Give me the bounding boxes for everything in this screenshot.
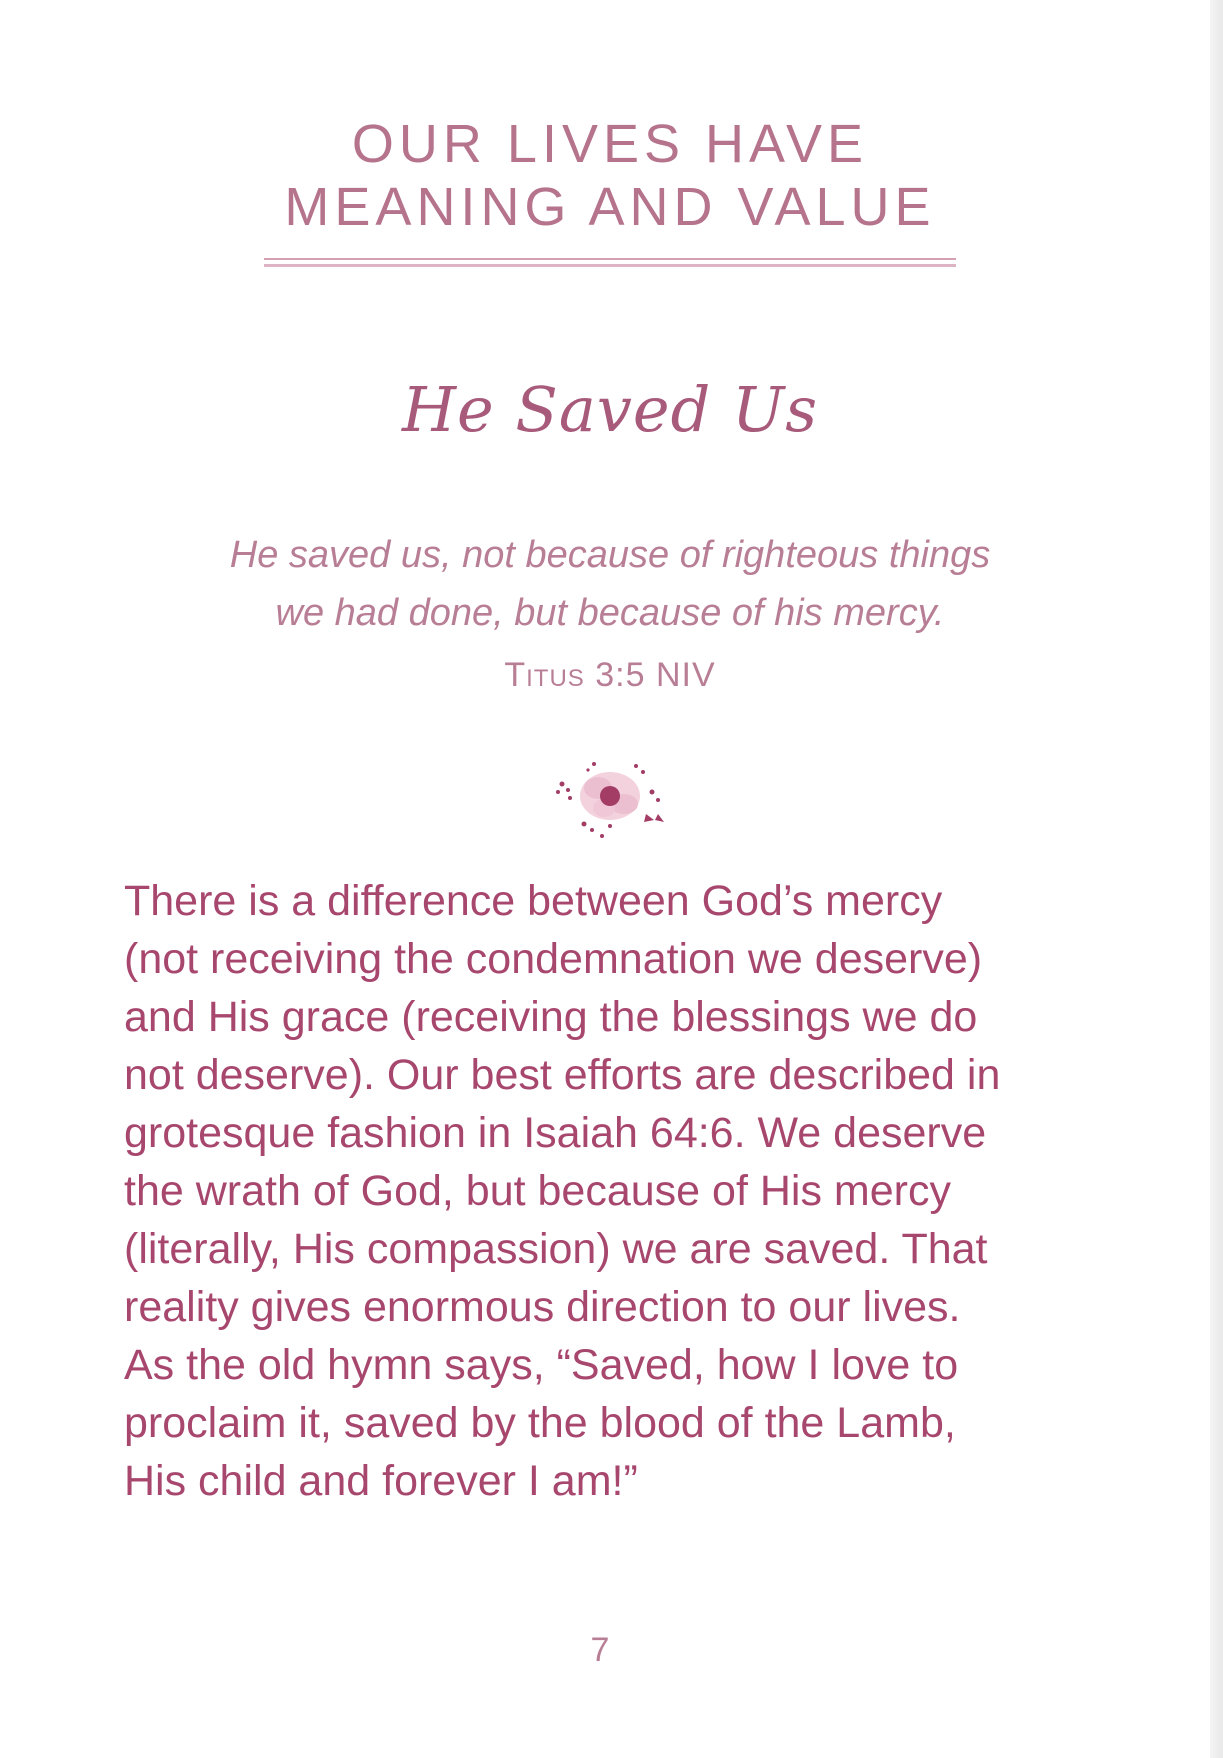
page-edge-shadow (1210, 0, 1223, 1758)
heading-divider (264, 258, 956, 268)
body-line: reality gives enormous direction to our lives. (124, 1283, 961, 1331)
body-line: the wrath of God, but because of His mercy (124, 1167, 951, 1215)
body-line: grotesque fashion in Isaiah 64:6. We deserve (124, 1109, 987, 1157)
body-line: not deserve). Our best efforts are described in (124, 1051, 1001, 1099)
divider-line-bottom (264, 264, 956, 267)
body-line: His child and forever I am!” (124, 1457, 638, 1505)
body-line: (literally, His compassion) we are saved. That (124, 1225, 988, 1273)
body-line: and His grace (receiving the blessings we do (124, 993, 978, 1041)
verse-reference: Titus 3:5 NIV (504, 656, 716, 694)
section-heading-line-1: OUR LIVES HAVE (351, 114, 869, 174)
body-line: proclaim it, saved by the blood of the Lamb, (124, 1399, 956, 1447)
body-paragraph (124, 872, 1084, 1510)
verse-line-1: He saved us, not because of righteous things (229, 534, 991, 576)
section-heading-line-2: MEANING AND VALUE (284, 177, 936, 237)
page-number: 7 (590, 1631, 610, 1669)
verse-line-2: we had done, but because of his mercy. (275, 592, 945, 634)
scripture-verse (160, 526, 1060, 642)
section-heading (170, 113, 1050, 239)
flower-ornament-icon (540, 748, 680, 848)
body-line: (not receiving the condemnation we deserve) (124, 935, 983, 983)
devotion-title: He Saved Us (401, 373, 819, 446)
body-line: There is a difference between God’s mercy (124, 877, 943, 925)
divider-line-top (264, 258, 956, 260)
body-line: As the old hymn says, “Saved, how I love to (124, 1341, 959, 1389)
